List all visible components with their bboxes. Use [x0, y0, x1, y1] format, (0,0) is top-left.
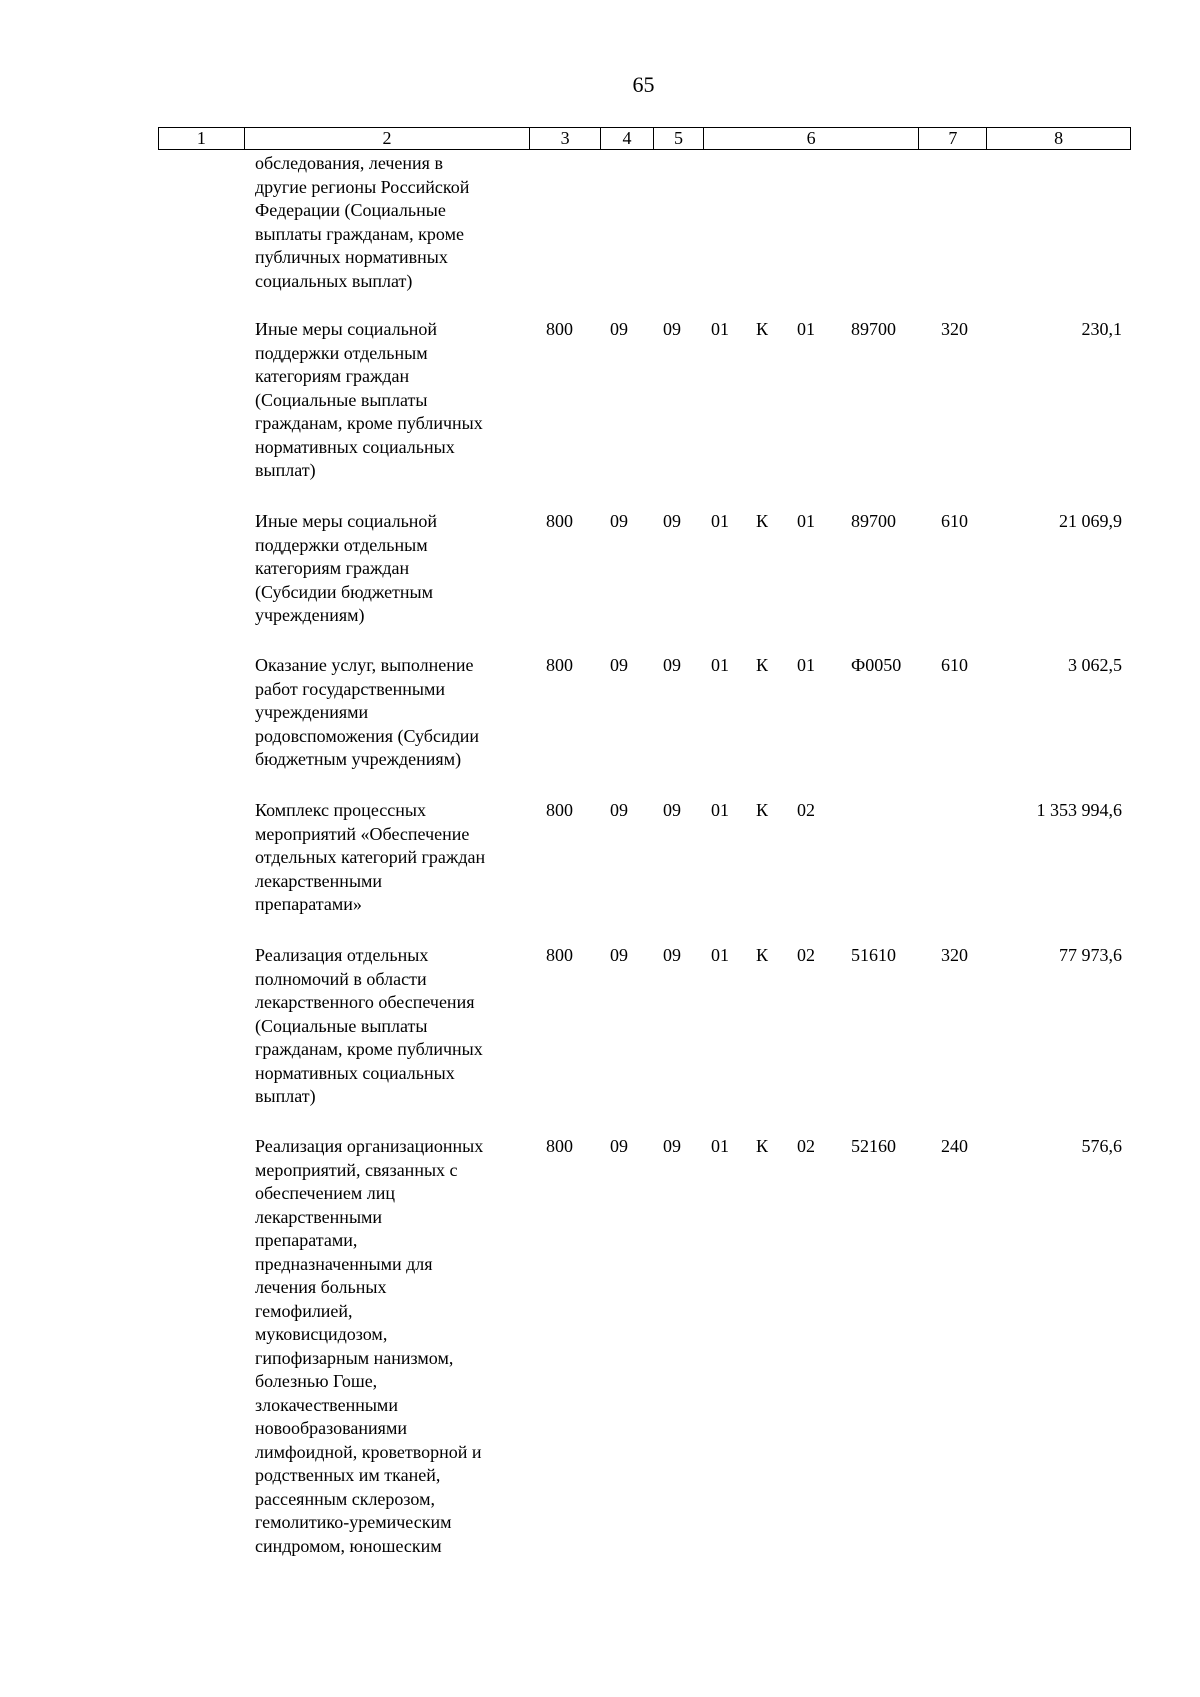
description-line: поддержки отдельным [255, 342, 428, 363]
col-6-direction: Ф0050 [851, 655, 902, 675]
description-line: гемолитико-уремическим [255, 1512, 452, 1532]
description-line: Реализация отдельных [255, 945, 429, 965]
col-5-code: 09 [663, 319, 681, 339]
description-line: гражданам, кроме публичных [255, 1039, 483, 1059]
col-6-program: 01 [711, 945, 729, 965]
col-6-program: 01 [711, 655, 729, 675]
row-description [255, 654, 525, 772]
description-line: обеспечением лиц [255, 1183, 395, 1203]
col-3-code: 800 [546, 511, 573, 531]
col-8-amount: 230,1 [1081, 319, 1122, 339]
description-line: обследования, лечения в [255, 153, 443, 173]
description-line: (Субсидии бюджетным [255, 581, 434, 602]
description-line: муковисцидозом, [255, 1324, 388, 1344]
description-line: учреждениями [255, 702, 369, 722]
col-6-subprogram: 02 [797, 945, 815, 965]
col-6-letter: К [756, 511, 769, 531]
col-8-amount: 21 069,9 [1059, 511, 1122, 531]
col-4-code: 09 [610, 800, 628, 820]
description-line: гемофилией, [255, 1300, 353, 1321]
description-line: лекарственными [255, 870, 383, 891]
col-8-amount: 3 062,5 [1068, 655, 1122, 675]
col-4-code: 09 [610, 1136, 628, 1156]
col-6-letter: К [756, 655, 769, 675]
row-description [255, 318, 525, 483]
description-line: злокачественными [255, 1394, 398, 1415]
description-line: мероприятий, связанных с [255, 1159, 458, 1180]
col-6-program: 01 [711, 800, 729, 820]
description-line: выплаты гражданам, кроме [255, 223, 464, 244]
col-4-code: 09 [610, 655, 628, 675]
col-3-code: 800 [546, 655, 573, 675]
col-6-subprogram: 01 [797, 319, 815, 339]
col-6-subprogram: 02 [797, 1136, 815, 1156]
col-5-code: 09 [663, 1136, 681, 1156]
col-3-code: 800 [546, 945, 573, 965]
col-6-subprogram: 01 [797, 655, 815, 675]
page-number: 65 [632, 72, 655, 97]
row-description [255, 944, 525, 1109]
description-line: полномочий в области [255, 968, 427, 989]
description-line: синдромом, юношеским [255, 1535, 442, 1556]
description-line: категориям граждан [255, 366, 410, 386]
description-line: выплат) [255, 460, 316, 480]
description-line: препаратами» [255, 894, 362, 914]
description-line: предназначенными для [255, 1253, 433, 1274]
header-col-1: 1 [159, 128, 245, 149]
col-8-amount: 576,6 [1081, 1136, 1122, 1156]
description-line: Федерации (Социальные [255, 200, 446, 220]
description-line: отдельных категорий граждан [255, 847, 486, 867]
col-6-program: 01 [711, 319, 729, 339]
description-line: (Социальные выплаты [255, 389, 428, 410]
description-line: лечения больных [255, 1277, 387, 1297]
col-7-expense-type: 240 [941, 1136, 968, 1156]
col-4-code: 09 [610, 945, 628, 965]
col-3-code: 800 [546, 800, 573, 820]
col-6-program: 01 [711, 1136, 729, 1156]
col-5-code: 09 [663, 945, 681, 965]
col-6-letter: К [756, 319, 769, 339]
description-line: работ государственными [255, 678, 446, 699]
col-6-direction: 89700 [851, 319, 896, 339]
col-6-letter: К [756, 800, 769, 820]
col-8-amount: 1 353 994,6 [1036, 800, 1122, 820]
description-line: родовспоможения (Субсидии [255, 725, 480, 746]
col-4-code: 09 [610, 511, 628, 531]
description-line: мероприятий «Обеспечение [255, 823, 470, 844]
description-line: болезнью Гоше, [255, 1371, 378, 1391]
row-description [255, 799, 525, 917]
col-7-expense-type: 320 [941, 945, 968, 965]
description-line: родственных им тканей, [255, 1465, 441, 1485]
col-6-subprogram: 01 [797, 511, 815, 531]
description-line: другие регионы Российской [255, 176, 470, 197]
description-line: лимфоидной, кроветворной и [255, 1441, 482, 1462]
description-line: гражданам, кроме публичных [255, 413, 483, 433]
description-line: Оказание услуг, выполнение [255, 655, 474, 675]
col-5-code: 09 [663, 655, 681, 675]
col-7-expense-type: 610 [941, 511, 968, 531]
col-6-program: 01 [711, 511, 729, 531]
table-header-row [158, 127, 1131, 150]
description-line: Иные меры социальной [255, 511, 438, 531]
col-5-code: 09 [663, 800, 681, 820]
row-description [255, 1135, 525, 1558]
col-6-direction: 52160 [851, 1136, 896, 1156]
description-line: лекарственными [255, 1206, 383, 1227]
row-description [255, 510, 525, 628]
header-col-8: 8 [1054, 128, 1064, 148]
description-line: Реализация организационных [255, 1136, 484, 1156]
col-4-code: 09 [610, 319, 628, 339]
col-6-letter: К [756, 945, 769, 965]
header-col-3: 3 [530, 128, 601, 149]
description-line: социальных выплат) [255, 270, 413, 291]
col-7-expense-type: 610 [941, 655, 968, 675]
description-line: рассеянным склерозом, [255, 1488, 435, 1509]
description-line: (Социальные выплаты [255, 1015, 428, 1036]
description-line: учреждениям) [255, 605, 365, 625]
col-6-direction: 89700 [851, 511, 896, 531]
description-line: новообразованиями [255, 1418, 407, 1438]
description-line: нормативных социальных [255, 436, 455, 457]
header-col-6: 6 [704, 128, 920, 149]
row-description [255, 152, 525, 293]
col-6-direction: 51610 [851, 945, 896, 965]
col-7-expense-type: 320 [941, 319, 968, 339]
col-8-amount: 77 973,6 [1059, 945, 1122, 965]
description-line: категориям граждан [255, 558, 410, 578]
col-3-code: 800 [546, 1136, 573, 1156]
description-line: поддержки отдельным [255, 534, 428, 555]
header-col-7: 7 [919, 128, 987, 149]
col-6-letter: К [756, 1136, 769, 1156]
col-6-subprogram: 02 [797, 800, 815, 820]
description-line: препаратами, [255, 1230, 358, 1250]
description-line: нормативных социальных [255, 1062, 455, 1083]
description-line: лекарственного обеспечения [255, 992, 475, 1012]
header-col-2: 2 [245, 128, 530, 149]
description-line: выплат) [255, 1086, 316, 1106]
description-line: бюджетным учреждениям) [255, 749, 462, 769]
header-col-5: 5 [654, 128, 704, 149]
description-line: гипофизарным нанизмом, [255, 1347, 454, 1368]
col-5-code: 09 [663, 511, 681, 531]
header-col-4: 4 [601, 128, 654, 149]
description-line: Комплекс процессных [255, 800, 426, 820]
description-line: публичных нормативных [255, 247, 448, 267]
col-3-code: 800 [546, 319, 573, 339]
description-line: Иные меры социальной [255, 319, 438, 339]
